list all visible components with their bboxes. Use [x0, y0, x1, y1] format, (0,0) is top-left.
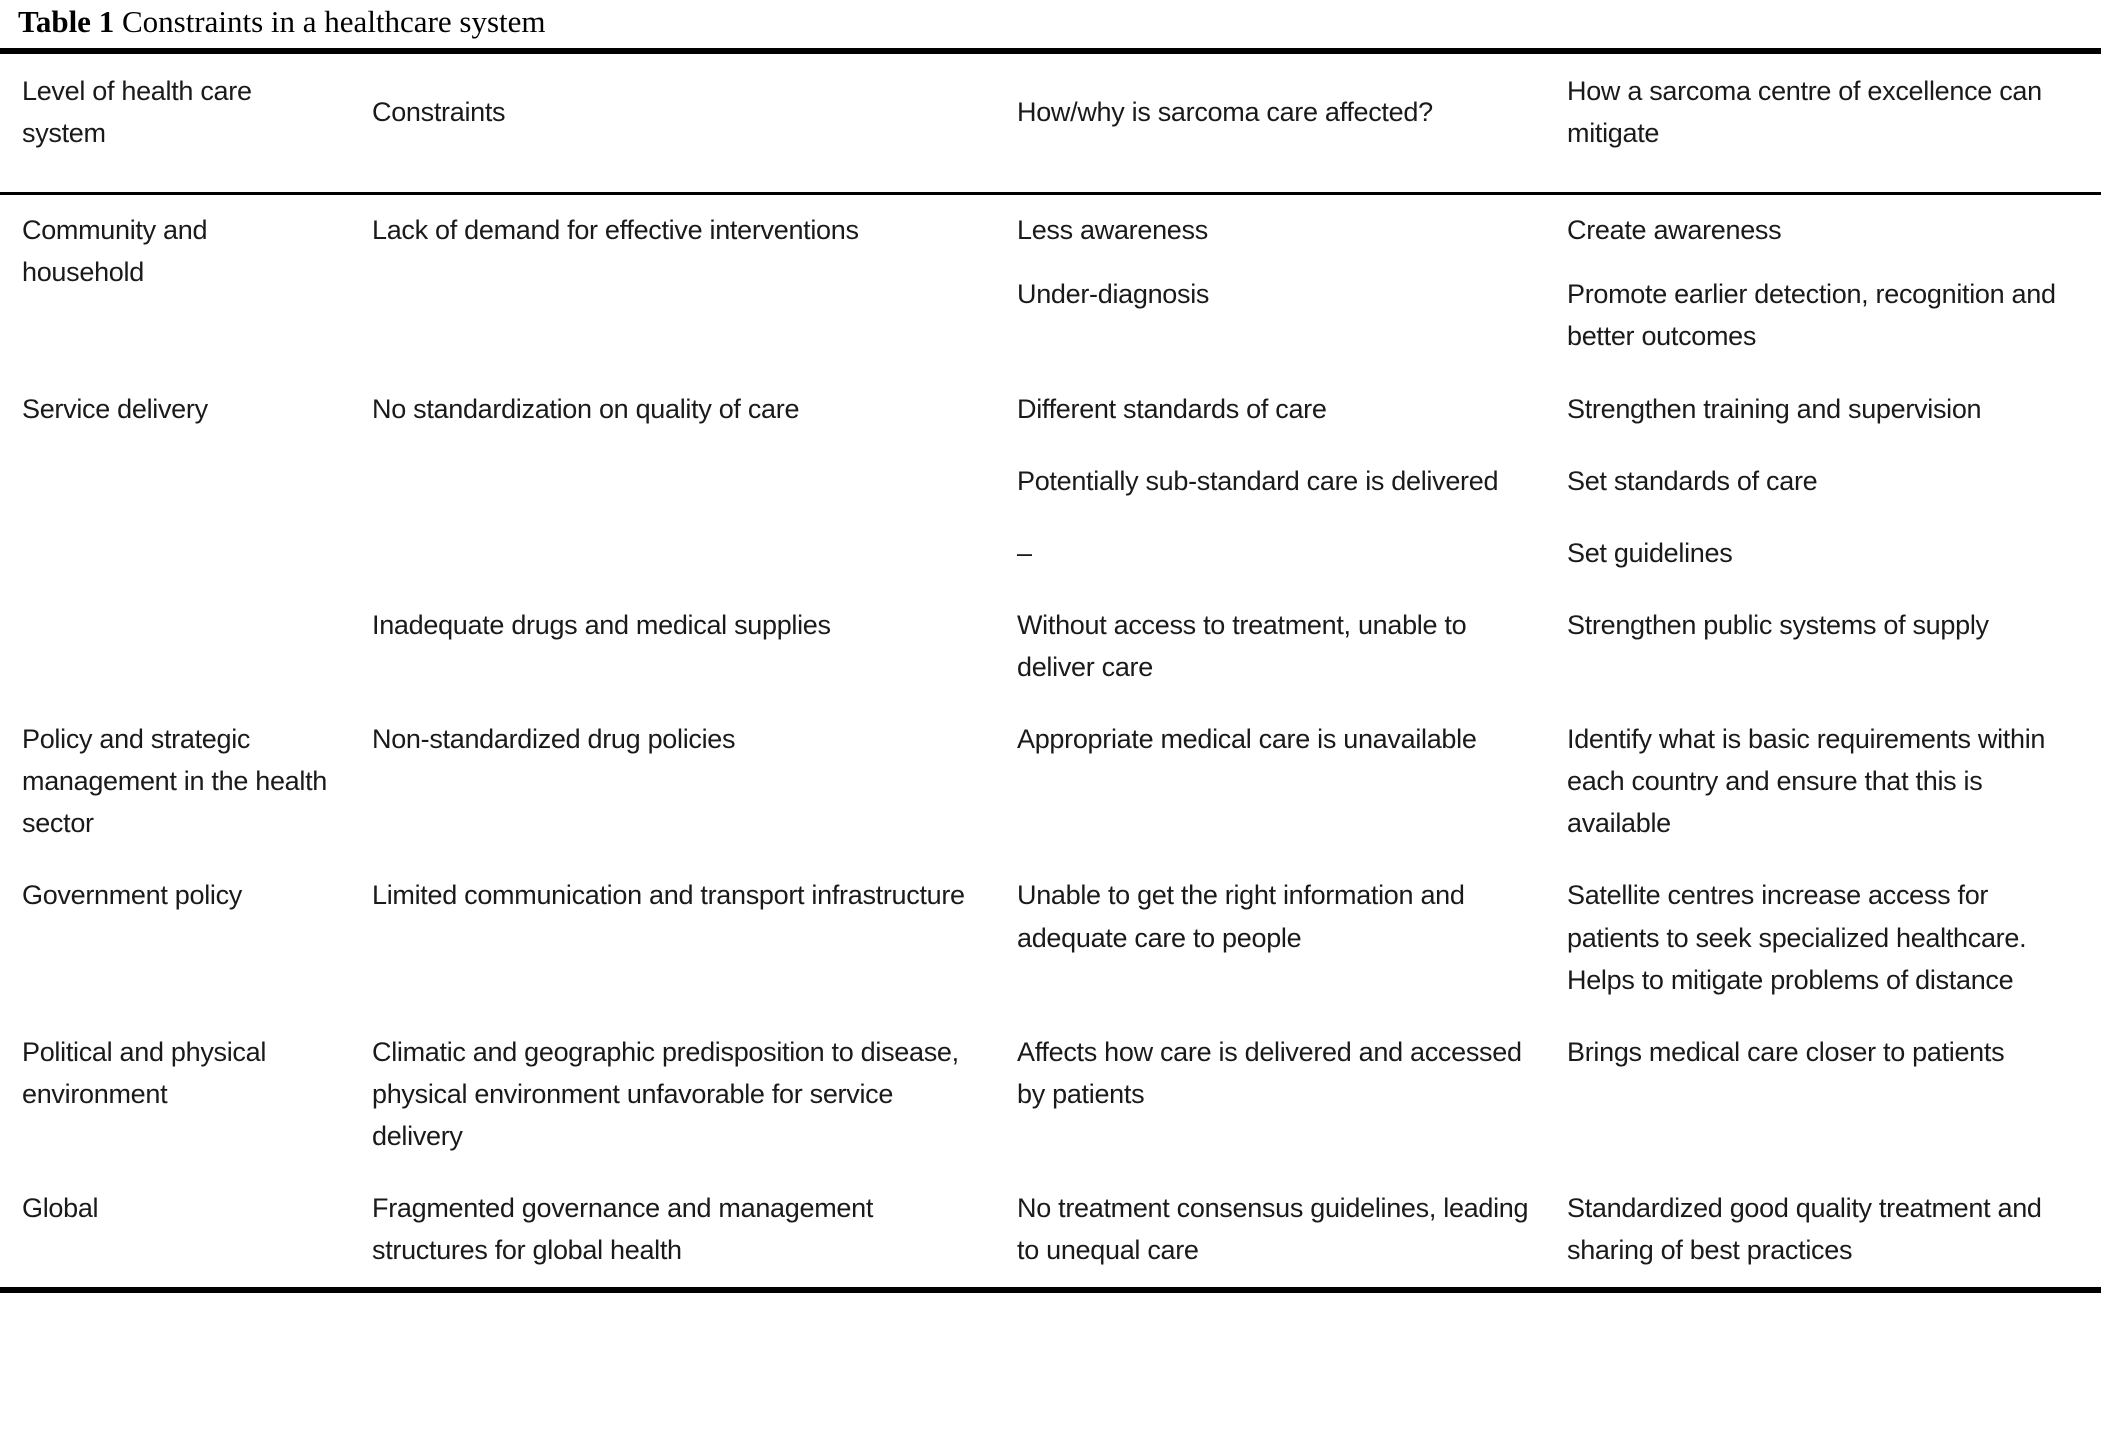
- cell-paragraph: Strengthen public systems of supply: [1567, 609, 1989, 640]
- header-row: [0, 51, 2101, 194]
- cell-paragraph: Satellite centres increase access for patients to seek specialized healthcare. Helps to mitigate problems of distance: [1567, 880, 2027, 995]
- table-row: [0, 518, 2101, 590]
- table-cell: [0, 1173, 372, 1290]
- table-row: [0, 194, 2101, 374]
- table-cell: [1017, 590, 1567, 704]
- table-cell: [372, 704, 1017, 860]
- table-cell: [1567, 1173, 2101, 1290]
- cell-paragraph: Potentially sub-standard care is delivered: [1017, 465, 1499, 496]
- table-cell: [0, 1017, 372, 1173]
- cell-paragraph: Political and physical environment: [22, 1036, 267, 1109]
- table-cell: [372, 590, 1017, 704]
- table-row: [0, 374, 2101, 446]
- cell-paragraph: Climatic and geographic predisposition to disease, physical environment unfavorable for service delivery: [372, 1036, 959, 1151]
- table-cell: [372, 446, 1017, 518]
- table-cell: [1017, 518, 1567, 590]
- table-cell: [1567, 446, 2101, 518]
- table-cell: [372, 1173, 1017, 1290]
- table-row: [0, 704, 2101, 860]
- table-cell: [0, 704, 372, 860]
- cell-paragraph: Limited communication and transport infrastructure: [372, 880, 965, 911]
- cell-paragraph: Affects how care is delivered and accessed by patients: [1017, 1036, 1522, 1109]
- cell-paragraph: Set standards of care: [1567, 465, 1818, 496]
- cell-paragraph: Policy and strategic management in the health sector: [22, 724, 328, 839]
- table-cell: [1017, 194, 1567, 374]
- table-cell: [1567, 1017, 2101, 1173]
- cell-paragraph: Standardized good quality treatment and sharing of best practices: [1567, 1193, 2042, 1266]
- column-header-constraints: Constraints: [372, 51, 1017, 194]
- table-cell: [1017, 446, 1567, 518]
- constraints-table: [0, 48, 2101, 1293]
- table-cell: [372, 374, 1017, 446]
- column-header-mitigate: How a sarcoma centre of excellence can mitigate: [1567, 51, 2101, 194]
- table-cell: [1567, 590, 2101, 704]
- table-caption: [0, 0, 2101, 48]
- cell-paragraph: Identify what is basic requirements within each country and ensure that this is available: [1567, 724, 2046, 839]
- caption-text: Constraints in a healthcare system: [121, 4, 546, 39]
- cell-paragraph: Promote earlier detection, recognition and better outcomes: [1567, 279, 2056, 352]
- table-cell: [0, 194, 372, 374]
- cell-paragraph: Lack of demand for effective interventions: [372, 215, 859, 246]
- table-cell: [372, 518, 1017, 590]
- table-cell: [1017, 704, 1567, 860]
- table-cell: [1017, 374, 1567, 446]
- table-cell: [1017, 860, 1567, 1016]
- table-cell: [372, 194, 1017, 374]
- table-row: [0, 1017, 2101, 1173]
- cell-paragraph: No standardization on quality of care: [372, 393, 800, 424]
- table-cell: [372, 860, 1017, 1016]
- cell-paragraph: Create awareness: [1567, 215, 1782, 246]
- cell-paragraph: No treatment consensus guidelines, leading to unequal care: [1017, 1193, 1529, 1266]
- table-cell: [1567, 860, 2101, 1016]
- cell-paragraph: Less awareness: [1017, 215, 1208, 246]
- cell-paragraph: Fragmented governance and management structures for global health: [372, 1193, 874, 1266]
- table-cell: [1567, 704, 2101, 860]
- table-cell: [0, 590, 372, 704]
- cell-paragraph: –: [1017, 537, 1032, 568]
- table-cell: [1567, 374, 2101, 446]
- column-header-how-affected: How/why is sarcoma care affected?: [1017, 51, 1567, 194]
- cell-paragraph: Service delivery: [22, 393, 208, 424]
- column-header-level: Level of health care system: [0, 51, 372, 194]
- cell-paragraph: Government policy: [22, 880, 242, 911]
- caption-label: Table 1: [18, 4, 115, 39]
- table-cell: [0, 860, 372, 1016]
- cell-paragraph: Different standards of care: [1017, 393, 1327, 424]
- cell-paragraph: Appropriate medical care is unavailable: [1017, 724, 1477, 755]
- table-cell: [372, 1017, 1017, 1173]
- table-cell: [0, 446, 372, 518]
- cell-paragraph: Global: [22, 1193, 99, 1224]
- table-row: [0, 590, 2101, 704]
- table-cell: [1567, 518, 2101, 590]
- cell-paragraph: Strengthen training and supervision: [1567, 393, 1982, 424]
- cell-paragraph: Unable to get the right information and adequate care to people: [1017, 880, 1465, 953]
- cell-paragraph: Non-standardized drug policies: [372, 724, 736, 755]
- table-row: [0, 446, 2101, 518]
- table-cell: [1017, 1017, 1567, 1173]
- cell-paragraph: Without access to treatment, unable to deliver care: [1017, 609, 1467, 682]
- cell-paragraph: Inadequate drugs and medical supplies: [372, 609, 831, 640]
- table-cell: [0, 518, 372, 590]
- cell-paragraph: Under-diagnosis: [1017, 279, 1210, 310]
- table-row: [0, 860, 2101, 1016]
- cell-paragraph: Set guidelines: [1567, 537, 1733, 568]
- table-cell: [1567, 194, 2101, 374]
- cell-paragraph: Community and household: [22, 215, 208, 288]
- cell-paragraph: Brings medical care closer to patients: [1567, 1036, 2005, 1067]
- table-cell: [1017, 1173, 1567, 1290]
- table-cell: [0, 374, 372, 446]
- table-row: [0, 1173, 2101, 1290]
